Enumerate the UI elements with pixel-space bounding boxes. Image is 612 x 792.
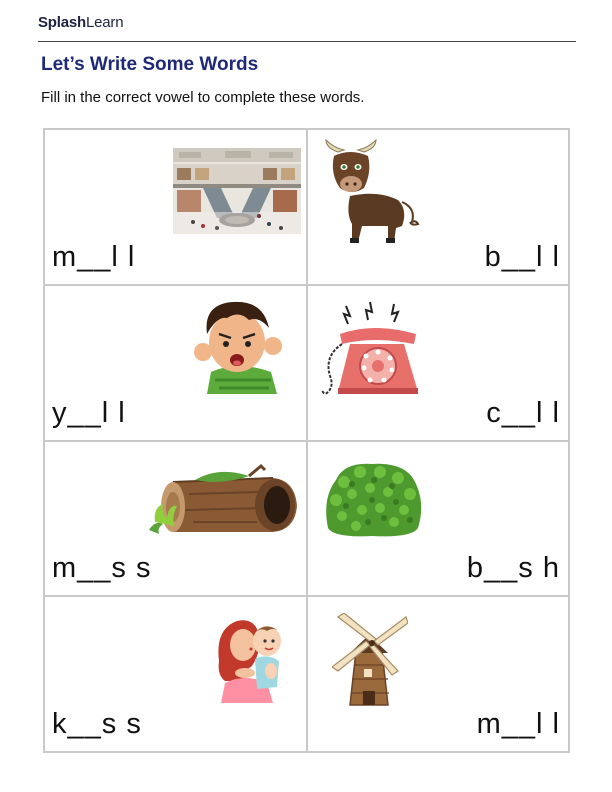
- word-card-bull: [307, 129, 570, 285]
- word-card-call: [307, 285, 570, 441]
- mother-kissing-baby-illustration: [215, 609, 287, 703]
- word-yell: y__l l: [52, 396, 126, 429]
- word-call: c__l l: [486, 396, 560, 429]
- word-card-mill: [307, 596, 570, 752]
- windmill-illustration: [332, 613, 408, 707]
- word-kiss: k__s s: [52, 708, 142, 740]
- bush-illustration: [322, 458, 424, 538]
- mossy-log-illustration: [149, 464, 299, 538]
- brand-logo: SplashLearn: [38, 14, 124, 31]
- word-grid: [43, 128, 570, 753]
- word-bush: b__s h: [466, 552, 560, 585]
- word-card-moss: [44, 441, 307, 597]
- word-mall: m__l l: [52, 240, 136, 273]
- word-card-mall: [44, 129, 307, 285]
- header-divider: [38, 41, 576, 42]
- worksheet-instructions: Fill in the correct vowel to complete these words.: [41, 89, 365, 106]
- bull-illustration: [320, 138, 420, 244]
- word-mill: m__l l: [476, 708, 560, 740]
- word-moss: m__s s: [52, 552, 152, 585]
- word-card-bush: [307, 441, 570, 597]
- word-card-kiss: [44, 596, 307, 752]
- yelling-boy-illustration: [193, 294, 283, 394]
- shopping-mall-illustration: [173, 148, 301, 234]
- ringing-telephone-illustration: [320, 300, 428, 396]
- worksheet-title: Let’s Write Some Words: [41, 54, 259, 75]
- word-bull: b__l l: [484, 240, 560, 273]
- word-card-yell: [44, 285, 307, 441]
